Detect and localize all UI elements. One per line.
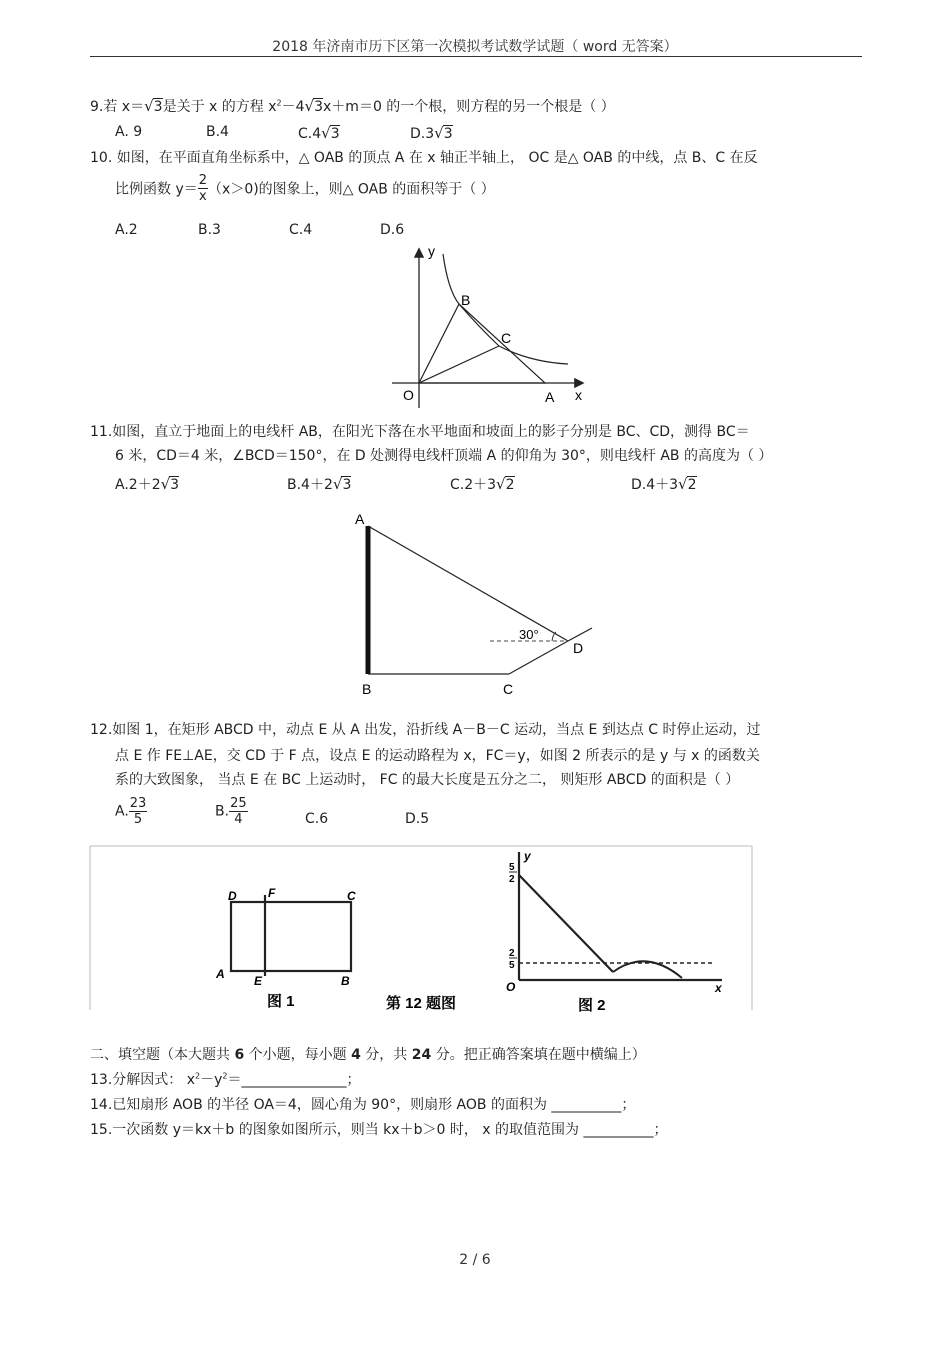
fraction-25-over-4 <box>229 796 248 827</box>
radicand: 3 <box>314 99 324 115</box>
fraction-23-over-5 <box>129 796 148 827</box>
radicand: 3 <box>330 126 340 142</box>
sqrt-3: √3 <box>434 124 453 142</box>
label-d: D <box>228 889 237 903</box>
exponent: 2 <box>195 1071 201 1081</box>
caption-question-12: 第 12 题图 <box>386 995 457 1012</box>
sight-line-ad <box>368 526 568 641</box>
radicand: 3 <box>170 477 180 493</box>
exponent: 2 <box>276 98 282 108</box>
graph-label-y: y <box>524 849 531 863</box>
q9-text-4: x＋m＝0 的一个根，则方程的另一个根是（ ） <box>323 99 615 115</box>
q9-option-c <box>298 124 340 142</box>
q12-option-a <box>115 796 147 827</box>
label-y: y <box>428 243 435 259</box>
label-f: F <box>268 886 276 900</box>
q10-option-b: B.3 <box>198 222 221 238</box>
tick-2-fifth-den: 5 <box>509 960 515 971</box>
section-2-heading <box>90 1044 646 1064</box>
q15-text: 15.一次函数 y＝kx＋b 的图象如图所示，则当 kx＋b＞0 时， x 的取值范围为 <box>90 1122 584 1138</box>
q9-option-d <box>410 124 453 142</box>
q9-option-a: A. 9 <box>115 124 143 140</box>
median-oc <box>419 346 499 383</box>
label-a: A <box>216 967 225 981</box>
radicand: 2 <box>505 477 515 493</box>
q13-text-1: 13.分解因式： x <box>90 1072 195 1088</box>
section-text-4: 分。把正确答案填在题中横编上） <box>431 1047 646 1063</box>
label-c: C <box>501 330 512 346</box>
option-text: D.4＋3 <box>631 477 679 493</box>
radicand: 3 <box>342 477 352 493</box>
q10-text-2: （x＞0)的图象上，则△ OAB 的面积等于（ ） <box>208 181 495 198</box>
label-c: C <box>347 889 356 903</box>
graph-label-o: O <box>506 980 516 994</box>
q9-option-b: B.4 <box>206 124 229 140</box>
label-c: C <box>503 681 514 697</box>
question-11-line-2: 6 米，CD＝4 米，∠BCD＝150°，在 D 处测得电线杆顶端 A 的仰角为 30°，则电线杆 AB 的高度为（ ） <box>115 448 773 464</box>
sqrt-2: √2 <box>496 475 515 493</box>
q9-number: 9.若 <box>90 99 118 115</box>
question-15 <box>90 1119 667 1139</box>
triangle-oab <box>419 304 545 383</box>
graph-label-x: x <box>715 981 722 995</box>
q9-text-2: 是关于 x 的方程 x <box>162 99 277 115</box>
q13-end: ； <box>346 1072 361 1088</box>
q13-text-3: ＝ <box>227 1072 242 1088</box>
question-9 <box>90 96 615 116</box>
option-text: A. <box>115 803 129 820</box>
sqrt-3: √3 <box>332 475 352 493</box>
q9-text-1: x＝ <box>117 99 145 115</box>
fraction-2-over-x <box>198 173 208 204</box>
denominator: 5 <box>133 812 143 827</box>
q11-option-c <box>450 474 515 494</box>
q14-text: 14.已知扇形 AOB 的半径 OA＝4，圆心角为 90°，则扇形 AOB 的面积为 <box>90 1097 552 1113</box>
section-count: 6 <box>234 1047 245 1063</box>
shadow-cd <box>509 641 568 674</box>
radicand: 3 <box>443 126 453 142</box>
question-13 <box>90 1069 360 1089</box>
sqrt-3: √3 <box>321 124 340 142</box>
question-10-line-1: 10. 如图，在平面直角坐标系中，△ OAB 的顶点 A 在 x 轴正半轴上， OC 是△ OAB 的中线，点 B、C 在反 <box>90 150 758 166</box>
tick-5-half-den: 2 <box>509 874 515 885</box>
label-a: A <box>545 389 555 405</box>
tick-2-fifth-num: 2 <box>509 948 515 959</box>
answer-blank-13[interactable]: _______________ <box>241 1072 347 1088</box>
tick-5-half-num: 5 <box>509 862 515 873</box>
option-text: B. <box>215 803 230 820</box>
numerator: 25 <box>230 796 247 811</box>
rectangle-abcd <box>231 902 351 971</box>
label-d: D <box>573 640 584 656</box>
question-10-line-2 <box>115 173 495 204</box>
answer-blank-14[interactable]: __________ <box>551 1097 622 1113</box>
section-text-1: 二、填空题（本大题共 <box>90 1047 235 1063</box>
sqrt-3: √3 <box>160 475 180 493</box>
graph-line-segment <box>519 875 613 972</box>
question-12-line-3: 系的大致图象， 当点 E 在 BC 上运动时， FC 的最大长度是五分之二， 则矩形 ABCD 的面积是（ ） <box>115 772 740 788</box>
section-total: 24 <box>411 1047 432 1063</box>
question-12-line-1: 12.如图 1，在矩形 ABCD 中，动点 E 从 A 出发，沿折线 A－B－C 运动，当点 E 到达点 C 时停止运动，过 <box>90 722 761 738</box>
q10-figure <box>380 238 600 410</box>
radicand: 3 <box>153 99 163 115</box>
page-header: 2018 年济南市历下区第一次模拟考试数学试题（ word 无答案） <box>272 39 678 55</box>
option-text: C.4 <box>298 126 322 142</box>
answer-blank-15[interactable]: __________ <box>583 1122 654 1138</box>
option-text: B.4＋2 <box>287 477 333 493</box>
radicand: 2 <box>687 477 697 493</box>
sqrt-3: √3 <box>304 97 324 115</box>
q10-text-1: 比例函数 y＝ <box>115 181 198 198</box>
label-x: x <box>575 387 582 403</box>
q10-option-c: C.4 <box>289 222 313 238</box>
q11-option-b <box>287 474 351 494</box>
exponent: 2 <box>222 1071 228 1081</box>
label-b: B <box>341 974 350 988</box>
caption-fig-2: 图 2 <box>578 997 606 1012</box>
q12-option-c: C.6 <box>305 811 329 827</box>
q11-option-a <box>115 474 179 494</box>
q14-end: ； <box>621 1097 636 1113</box>
section-text-3: 分，共 <box>360 1047 412 1063</box>
caption-fig-1: 图 1 <box>267 993 295 1010</box>
q12-option-d: D.5 <box>405 811 430 827</box>
page-number: 2 / 6 <box>459 1252 491 1268</box>
q15-end: ； <box>653 1122 668 1138</box>
denominator: x <box>199 189 207 204</box>
header-rule <box>90 56 862 57</box>
numerator: 23 <box>129 796 147 811</box>
q9-text-3: －4 <box>281 99 305 115</box>
denominator: 4 <box>234 812 243 827</box>
q12-figure <box>89 845 754 1012</box>
q11-option-d <box>631 474 697 494</box>
sqrt-2: √2 <box>678 475 697 493</box>
numerator: 2 <box>198 173 208 188</box>
q13-text-2: －y <box>200 1072 223 1088</box>
sqrt-3: √3 <box>144 97 163 115</box>
q10-option-d: D.6 <box>380 222 405 238</box>
q11-figure <box>345 505 605 700</box>
section-text-2: 个小题，每小题 <box>244 1047 352 1063</box>
label-b: B <box>461 292 471 308</box>
q12-option-b <box>215 796 248 827</box>
option-text: A.2＋2 <box>115 477 161 493</box>
graph-curve <box>613 961 682 978</box>
q10-option-a: A.2 <box>115 222 138 238</box>
label-b: B <box>362 681 372 697</box>
label-a: A <box>355 511 365 527</box>
label-e: E <box>254 974 263 988</box>
question-14 <box>90 1094 635 1114</box>
angle-label: 30° <box>519 627 539 642</box>
option-text: D.3 <box>410 126 435 142</box>
question-12-line-2: 点 E 作 FE⊥AE，交 CD 于 F 点，设点 E 的运动路程为 x，FC＝y，如图 2 所表示的是 y 与 x 的函数关 <box>115 748 760 764</box>
label-o: O <box>403 387 414 403</box>
option-text: C.2＋3 <box>450 477 497 493</box>
question-11-line-1: 11.如图，直立于地面上的电线杆 AB，在阳光下落在水平地面和坡面上的影子分别是 BC、CD，测得 BC＝ <box>90 424 750 440</box>
section-points-each: 4 <box>351 1047 361 1063</box>
